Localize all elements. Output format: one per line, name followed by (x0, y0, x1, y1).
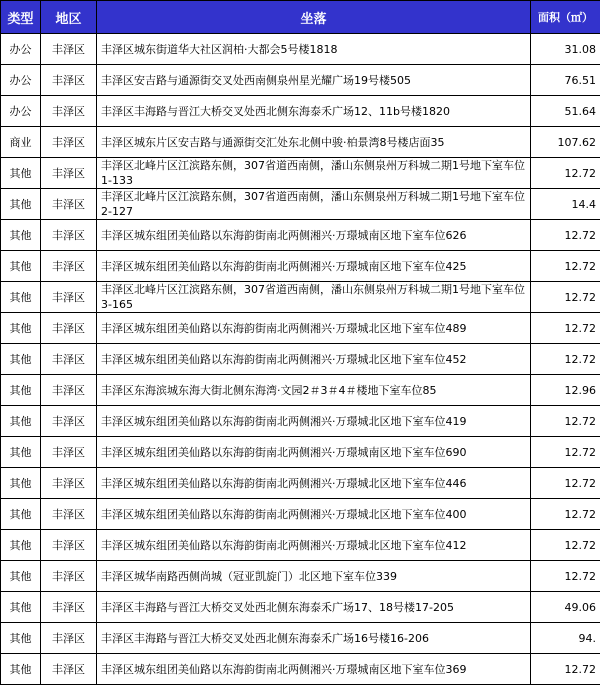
cell-district: 丰泽区 (41, 34, 97, 65)
cell-location: 丰泽区东海滨城东海大街北侧东海湾·文园2＃3＃4＃楼地下室车位85 (97, 375, 531, 406)
cell-district: 丰泽区 (41, 530, 97, 561)
header-type: 类型 (1, 1, 41, 34)
cell-district: 丰泽区 (41, 251, 97, 282)
cell-area: 12.72 (531, 561, 600, 592)
cell-location: 丰泽区城东片区安吉路与通源街交汇处东北侧中骏·柏景湾8号楼店面35 (97, 127, 531, 158)
table-row (1, 344, 600, 375)
cell-type: 其他 (1, 189, 41, 220)
header-location: 坐落 (97, 1, 531, 34)
table-row (1, 34, 600, 65)
cell-area: 12.72 (531, 220, 600, 251)
cell-area: 94. (531, 623, 600, 654)
cell-location: 丰泽区城东组团美仙路以东海韵街南北两侧湘兴·万璟城南区地下室车位425 (97, 251, 531, 282)
cell-location: 丰泽区丰海路与晋江大桥交叉处西北侧东海泰禾广场12、11b号楼1820 (97, 96, 531, 127)
cell-district: 丰泽区 (41, 313, 97, 344)
cell-type: 其他 (1, 654, 41, 685)
cell-type: 其他 (1, 437, 41, 468)
table-row (1, 96, 600, 127)
cell-type: 其他 (1, 561, 41, 592)
cell-type: 商业 (1, 127, 41, 158)
table-row (1, 282, 600, 313)
cell-location: 丰泽区城华南路西侧尚城（冠亚凯旋门）北区地下室车位339 (97, 561, 531, 592)
table-row (1, 375, 600, 406)
cell-type: 其他 (1, 158, 41, 189)
cell-location: 丰泽区城东组团美仙路以东海韵街南北两侧湘兴·万璟城北区地下室车位412 (97, 530, 531, 561)
table-row (1, 468, 600, 499)
table-row (1, 592, 600, 623)
cell-location: 丰泽区丰海路与晋江大桥交叉处西北侧东海泰禾广场17、18号楼17-205 (97, 592, 531, 623)
cell-location: 丰泽区北峰片区江滨路东侧，307省道西南侧，潘山东侧泉州万科城二期1号地下室车位1-133 (97, 158, 531, 189)
cell-district: 丰泽区 (41, 158, 97, 189)
cell-area: 12.72 (531, 344, 600, 375)
table-row (1, 654, 600, 685)
table-row (1, 313, 600, 344)
table-row (1, 65, 600, 96)
cell-type: 其他 (1, 220, 41, 251)
cell-area: 12.96 (531, 375, 600, 406)
cell-type: 其他 (1, 375, 41, 406)
cell-area: 12.72 (531, 530, 600, 561)
cell-area: 49.06 (531, 592, 600, 623)
table-row (1, 158, 600, 189)
cell-area: 76.51 (531, 65, 600, 96)
cell-type: 其他 (1, 282, 41, 313)
cell-area: 12.72 (531, 282, 600, 313)
cell-area: 12.72 (531, 158, 600, 189)
table-row (1, 127, 600, 158)
cell-location: 丰泽区城东街道华大社区润柏·大都会5号楼1818 (97, 34, 531, 65)
table-row (1, 251, 600, 282)
cell-district: 丰泽区 (41, 406, 97, 437)
cell-type: 其他 (1, 592, 41, 623)
cell-location: 丰泽区北峰片区江滨路东侧，307省道西南侧，潘山东侧泉州万科城二期1号地下室车位2-127 (97, 189, 531, 220)
cell-area: 12.72 (531, 468, 600, 499)
cell-district: 丰泽区 (41, 375, 97, 406)
cell-district: 丰泽区 (41, 623, 97, 654)
cell-district: 丰泽区 (41, 189, 97, 220)
cell-location: 丰泽区城东组团美仙路以东海韵街南北两侧湘兴·万璟城北区地下室车位400 (97, 499, 531, 530)
cell-type: 其他 (1, 530, 41, 561)
cell-area: 12.72 (531, 654, 600, 685)
cell-location: 丰泽区城东组团美仙路以东海韵街南北两侧湘兴·万璟城北区地下室车位419 (97, 406, 531, 437)
table-row (1, 437, 600, 468)
header-area: 面积（㎡） (531, 1, 600, 34)
cell-district: 丰泽区 (41, 220, 97, 251)
table-row (1, 406, 600, 437)
cell-district: 丰泽区 (41, 654, 97, 685)
cell-location: 丰泽区城东组团美仙路以东海韵街南北两侧湘兴·万璟城北区地下室车位489 (97, 313, 531, 344)
header-district: 地区 (41, 1, 97, 34)
cell-area: 12.72 (531, 406, 600, 437)
cell-type: 其他 (1, 406, 41, 437)
cell-location: 丰泽区北峰片区江滨路东侧，307省道西南侧，潘山东侧泉州万科城二期1号地下室车位3-165 (97, 282, 531, 313)
cell-district: 丰泽区 (41, 65, 97, 96)
table-body (1, 34, 600, 685)
cell-district: 丰泽区 (41, 282, 97, 313)
cell-area: 12.72 (531, 499, 600, 530)
cell-location: 丰泽区城东组团美仙路以东海韵街南北两侧湘兴·万璟城北区地下室车位452 (97, 344, 531, 375)
cell-location: 丰泽区城东组团美仙路以东海韵街南北两侧湘兴·万璟城北区地下室车位446 (97, 468, 531, 499)
cell-district: 丰泽区 (41, 592, 97, 623)
cell-area: 107.62 (531, 127, 600, 158)
cell-type: 其他 (1, 344, 41, 375)
cell-district: 丰泽区 (41, 561, 97, 592)
cell-district: 丰泽区 (41, 344, 97, 375)
cell-district: 丰泽区 (41, 96, 97, 127)
cell-type: 其他 (1, 313, 41, 344)
cell-district: 丰泽区 (41, 437, 97, 468)
cell-type: 办公 (1, 96, 41, 127)
cell-location: 丰泽区城东组团美仙路以东海韵街南北两侧湘兴·万璟城南区地下室车位690 (97, 437, 531, 468)
cell-area: 31.08 (531, 34, 600, 65)
cell-area: 12.72 (531, 251, 600, 282)
table-row (1, 499, 600, 530)
cell-location: 丰泽区安吉路与通源街交叉处西南侧泉州星光耀广场19号楼505 (97, 65, 531, 96)
table-row (1, 220, 600, 251)
cell-type: 其他 (1, 623, 41, 654)
cell-area: 12.72 (531, 313, 600, 344)
cell-type: 办公 (1, 65, 41, 96)
cell-type: 其他 (1, 251, 41, 282)
cell-location: 丰泽区城东组团美仙路以东海韵街南北两侧湘兴·万璟城南区地下室车位369 (97, 654, 531, 685)
cell-type: 其他 (1, 468, 41, 499)
cell-area: 51.64 (531, 96, 600, 127)
table-row (1, 623, 600, 654)
cell-area: 14.4 (531, 189, 600, 220)
cell-location: 丰泽区城东组团美仙路以东海韵街南北两侧湘兴·万璟城南区地下室车位626 (97, 220, 531, 251)
header-row (1, 1, 600, 34)
table-row (1, 530, 600, 561)
cell-location: 丰泽区丰海路与晋江大桥交叉处西北侧东海泰禾广场16号楼16-206 (97, 623, 531, 654)
cell-district: 丰泽区 (41, 127, 97, 158)
table-row (1, 189, 600, 220)
cell-district: 丰泽区 (41, 468, 97, 499)
cell-type: 办公 (1, 34, 41, 65)
cell-type: 其他 (1, 499, 41, 530)
table-row (1, 561, 600, 592)
cell-district: 丰泽区 (41, 499, 97, 530)
cell-area: 12.72 (531, 437, 600, 468)
